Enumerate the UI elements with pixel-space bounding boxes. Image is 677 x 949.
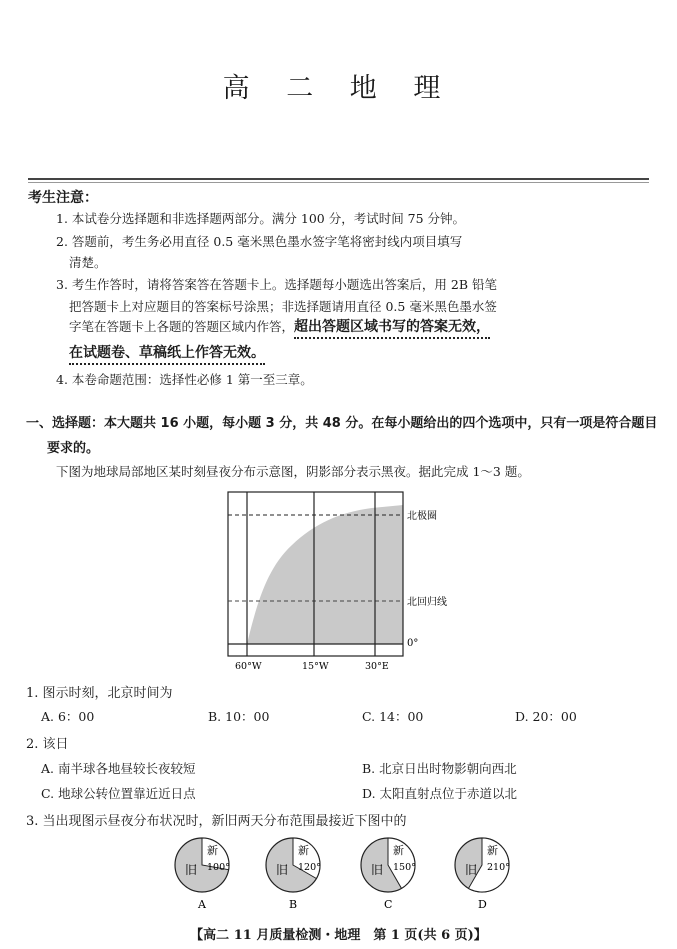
q1-option-b: B. 10：00	[208, 709, 270, 724]
q2-option-d: D. 太阳直射点位于赤道以北	[362, 786, 518, 801]
q1-option-c: C. 14：00	[362, 709, 424, 724]
label-30e: 30°E	[365, 661, 389, 672]
label-15w: 15°W	[302, 661, 329, 672]
pie-c-angle-label: 150°	[393, 862, 416, 873]
notice-item-1: 1. 本试卷分选择题和非选择题两部分。满分 100 分，考试时间 75 分钟。	[56, 211, 466, 226]
pie-c-new-label: 新	[393, 844, 404, 857]
page-title: 高 二 地 理	[222, 73, 455, 104]
notice-item-3-cont2	[69, 316, 490, 336]
q2-option-a: A. 南半球各地昼较长夜较短	[41, 761, 196, 776]
pie-d-letter: D	[478, 898, 487, 911]
pie-c-old-label: 旧	[371, 863, 384, 877]
label-equator: 0°	[407, 638, 419, 649]
pie-b-angle-label: 120°	[298, 862, 321, 873]
pie-a-new-label: 新	[207, 844, 218, 857]
notice-item-3-cont1: 把答题卡上对应题目的答案标号涂黑；非选择题请用直径 0.5 毫米黑色墨水签	[69, 299, 497, 314]
label-60w: 60°W	[235, 661, 262, 672]
notice-item-3-plain: 字笔在答题卡上各题的答题区域内作答，	[69, 319, 295, 334]
pie-b-old-label: 旧	[276, 863, 289, 877]
notice-warning-1: 超出答题区域书写的答案无效，	[294, 319, 490, 339]
pie-b-new-label: 新	[298, 844, 309, 857]
q2-option-c: C. 地球公转位置靠近近日点	[41, 786, 196, 801]
label-arctic-circle: 北极圈	[407, 511, 437, 522]
question-3-stem: 3. 当出现图示昼夜分布状况时，新旧两天分布范围最接近下图中的	[26, 814, 407, 829]
notice-item-3-cont3	[69, 342, 265, 362]
header-rule	[28, 178, 649, 180]
q1-option-d: D. 20：00	[515, 709, 577, 724]
figure-intro: 下图为地球局部地区某时刻昼夜分布示意图，阴影部分表示黑夜。据此完成 1～3 题。	[56, 464, 530, 479]
pie-options	[160, 832, 530, 912]
pie-b-letter: B	[289, 898, 298, 911]
question-2-stem: 2. 该日	[26, 737, 69, 752]
pie-a-angle-label: 100°	[207, 862, 230, 873]
q2-option-b: B. 北京日出时物影朝向西北	[362, 761, 517, 776]
header-rule-thin	[28, 182, 649, 183]
question-1-stem: 1. 图示时刻，北京时间为	[26, 686, 173, 701]
notice-item-4: 4. 本卷命题范围：选择性必修 1 第一至三章。	[56, 372, 313, 387]
day-night-diagram	[222, 488, 462, 674]
notice-heading: 考生注意：	[28, 190, 98, 206]
notice-item-2: 2. 答题前，考生务必用直径 0.5 毫米黑色墨水签字笔将密封线内项目填写	[56, 234, 463, 249]
pie-d-angle-label: 210°	[487, 862, 510, 873]
page-footer: 【高二 11 月质量检测・地理 第 1 页(共 6 页)】	[190, 928, 487, 943]
pie-a-letter: A	[198, 898, 206, 911]
pie-a-old-label: 旧	[185, 863, 198, 877]
label-tropic-cancer: 北回归线	[407, 597, 447, 608]
notice-item-3: 3. 考生作答时，请将答案答在答题卡上。选择题每小题选出答案后，用 2B 铅笔	[56, 277, 497, 292]
pie-c-letter: C	[384, 898, 393, 911]
notice-warning-2: 在试题卷、草稿纸上作答无效。	[69, 345, 265, 365]
q1-option-a: A. 6：00	[41, 709, 95, 724]
pie-d-old-label: 旧	[465, 863, 478, 877]
section-heading-cont: 要求的。	[47, 441, 100, 456]
section-heading: 一、选择题：本大题共 16 小题，每小题 3 分，共 48 分。在每小题给出的四个选项中，只有一项是符合题目	[26, 416, 658, 431]
pie-d-new-label: 新	[487, 844, 498, 857]
notice-item-2-cont: 清楚。	[69, 255, 107, 270]
